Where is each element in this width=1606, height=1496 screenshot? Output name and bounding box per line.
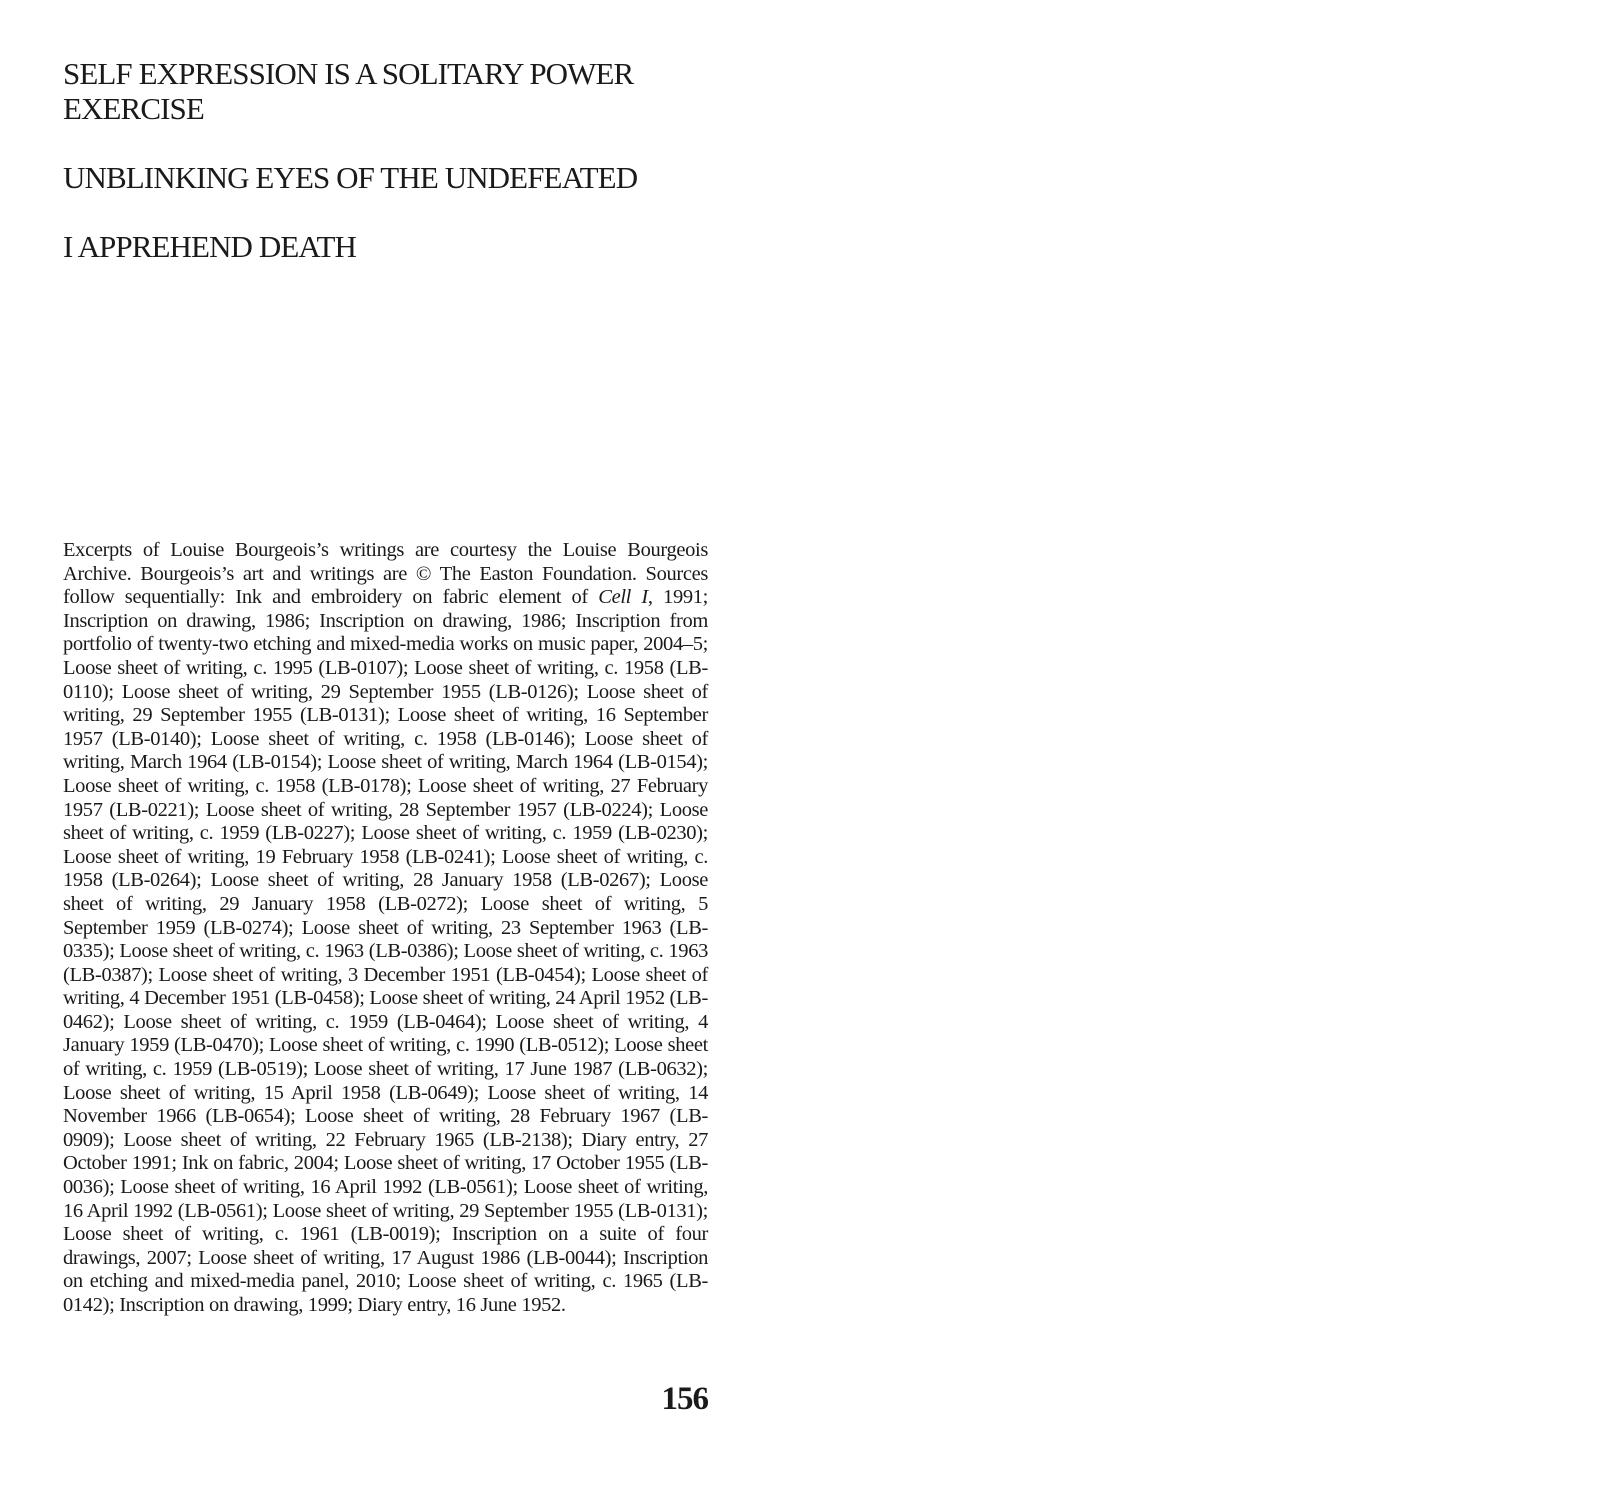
source-credits-paragraph [63,539,708,1318]
statements-block [63,56,723,298]
statement-line: UNBLINKING EYES OF THE UNDEFEATED [63,160,638,195]
statement-line: I APPREHEND DEATH [63,229,356,264]
page-number: 156 [661,1381,708,1417]
statement-line: SELF EXPRESSION IS A SOLITARY POWER EXERCISE [63,56,634,126]
credits-text-before-title: Excerpts of Louise Bourgeois’s writings are courtesy the Louise Bourgeois Archive. Bourgeois’s art and writings are © The Easton Foundation. Sources follow sequentially: Ink and embroidery on fabric element of [63,539,708,609]
credits-text-after-title: , 1991; Inscription on drawing, 1986; Inscription on drawing, 1986; Inscription from portfolio of twenty-two etching and mixed-media works on music paper, 2004–5; Loose sheet of writing, c. 1995 (LB-0107); Loose sheet of writing, c. 1958 (LB-0110); Loose sheet of writing, 29 September 1955 (LB-0126); Loose sheet of writing, 29 September 1955 (LB-0131); Loose sheet of writing, 16 September 1957 (LB-0140); Loose sheet of writing, c. 1958 (LB-0146); Loose sheet of writing, March 1964 (LB-0154); Loose sheet of writing, March 1964 (LB-0154); Loose sheet of writing, c. 1958 (LB-0178); Loose sheet of writing, 27 February 1957 (LB-0221); Loose sheet of writing, 28 September 1957 (LB-0224); Loose sheet of writing, c. 1959 (LB-0227); Loose sheet of writing, c. 1959 (LB-0230); Loose sheet of writing, 19 February 1958 (LB-0241); Loose sheet of writing, c. 1958 (LB-0264); Loose sheet of writing, 28 January 1958 (LB-0267); Loose sheet of writing, 29 January 1958 (LB-0272); Loose sheet of writing, 5 September 1959 (LB-0274); Loose sheet of writing, 23 September 1963 (LB-0335); Loose sheet of writing, c. 1963 (LB-0386); Loose sheet of writing, c. 1963 (LB-0387); Loose sheet of writing, 3 December 1951 (LB-0454); Loose sheet of writing, 4 December 1951 (LB-0458); Loose sheet of writing, 24 April 1952 (LB-0462); Loose sheet of writing, c. 1959 (LB-0464); Loose sheet of writing, 4 January 1959 (LB-0470); Loose sheet of writing, c. 1990 (LB-0512); Loose sheet of writing, c. 1959 (LB-0519); Loose sheet of writing, 17 June 1987 (LB-0632); Loose sheet of writing, 15 April 1958 (LB-0649); Loose sheet of writing, 14 November 1966 (LB-0654); Loose sheet of writing, 28 February 1967 (LB-0909); Loose sheet of writing, 22 February 1965 (LB-2138); Diary entry, 27 October 1991; Ink on fabric, 2004; Loose sheet of writing, 17 October 1955 (LB-0036); Loose sheet of writing, 16 April 1992 (LB-0561); Loose sheet of writing, 16 April 1992 (LB-0561); Loose sheet of writing, 29 September 1955 (LB-0131); Loose sheet of writing, c. 1961 (LB-0019); Inscription on a suite of four drawings, 2007; Loose sheet of writing, 17 August 1986 (LB-0044); Inscription on etching and mixed-media panel, 2010; Loose sheet of writing, c. 1965 (LB-0142); Inscription on drawing, 1999; Diary entry, 16 June 1952. [63,586,708,1316]
artwork-title: Cell I [598,586,648,609]
